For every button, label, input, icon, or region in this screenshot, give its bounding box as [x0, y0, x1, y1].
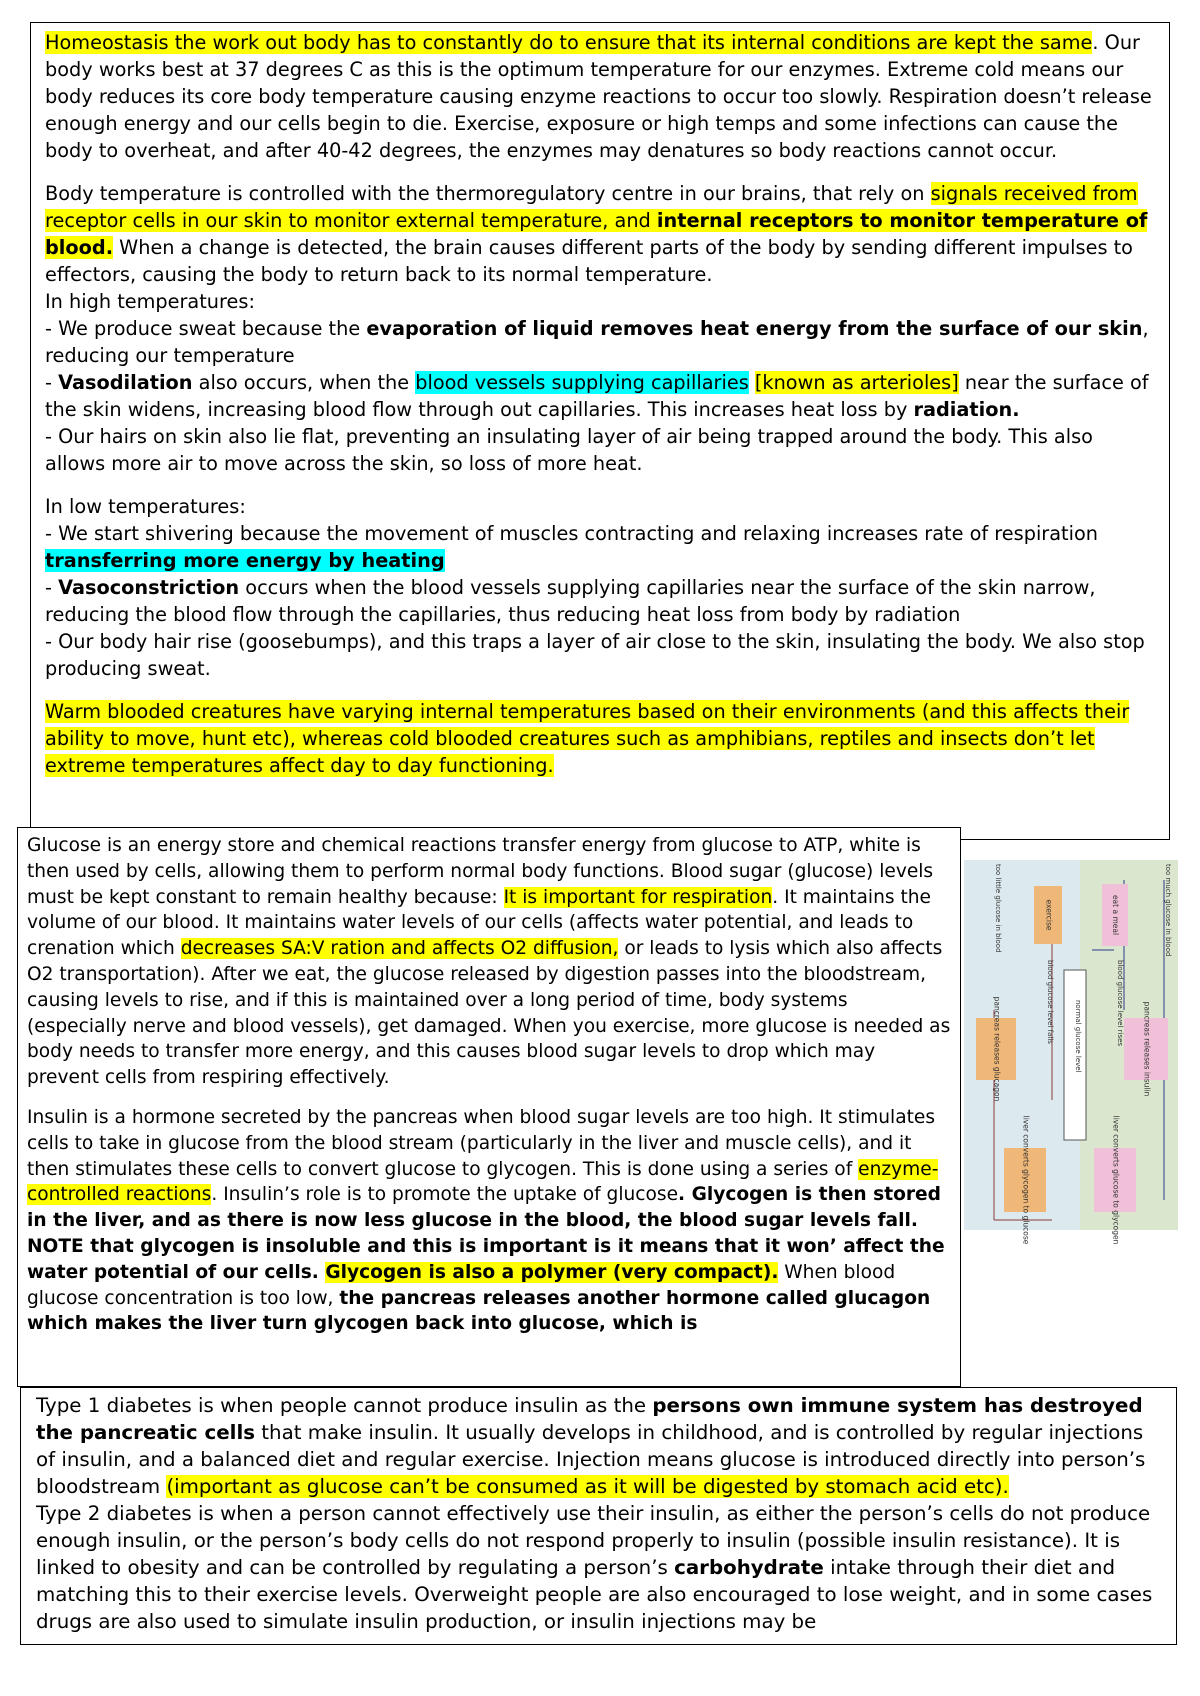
paragraph	[45, 315, 1157, 369]
text-run: In low temperatures:	[45, 495, 246, 518]
paragraph	[36, 1392, 1166, 1500]
glucose-regulation-diagram	[964, 860, 1178, 1245]
text-run: -	[45, 371, 59, 394]
text-run: near the surface of the skin widens, increasing blood flow through out capillaries. This increases heat loss by	[45, 371, 1149, 421]
normal-label: normal glucose level	[1074, 1000, 1082, 1073]
diabetes-text-box	[20, 1387, 1177, 1645]
text-run: enzyme-controlled reactions	[27, 1158, 939, 1206]
pancreas-insulin-box: pancreas releases insulin	[1124, 1018, 1168, 1080]
text-run: - We produce sweat because the	[45, 317, 367, 340]
text-run: In high temperatures:	[45, 290, 255, 313]
text-run: Vasodilation	[58, 371, 193, 394]
text-run: signals received from receptor cells in our skin to monitor external temperature, and	[45, 182, 1138, 232]
text-run: (important as glucose can’t be consumed as it will be digested by stomach acid etc).	[166, 1475, 1009, 1498]
text-run: or leads to lysis which also affects O2 transportation). After we eat, the glucose released by digestion passes into the bloodstream, causing levels to rise, and if this is maintained over a long period of time, body systems (especially nerve and blood vessels), get damaged. When you exercise, more glucose is needed as body needs to transfer more energy, and this causes blood sugar levels to drop which may prevent cells from respiring effectively.	[27, 938, 951, 1089]
text-run: . Insulin’s role is to promote the uptake of glucose	[211, 1184, 679, 1206]
paragraph	[45, 180, 1157, 288]
text-run: [known as arterioles]	[754, 371, 959, 394]
text-run: . It maintains the volume of our blood. It maintains water levels of our cells (affects water potential, and leads to crenation which	[27, 886, 931, 960]
text-run: carbohydrate	[674, 1556, 824, 1579]
paragraph	[45, 628, 1157, 682]
homeostasis-text-box	[30, 22, 1170, 840]
text-run: occurs when the blood vessels supplying capillaries near the surface of the skin narrow, reducing the blood flow through the capillaries, thus reducing heat loss from body by radiation	[45, 576, 1096, 626]
paragraph	[45, 574, 1157, 628]
text-run: -	[45, 576, 59, 599]
pancreas-glucagon-box: pancreas releases glucagon	[976, 1018, 1016, 1080]
text-run: that make insulin. It usually develops in childhood, and is controlled by regular injections of insulin, and a balanced diet and regular exercise. Injection means glucose is introduced directly into person’s bloodstream	[36, 1421, 1146, 1498]
text-run: the pancreas releases another hormone called glucagon which makes the liver turn glycogen back into glucose, which is	[27, 1287, 931, 1335]
text-run: , reducing our temperature	[45, 317, 1149, 367]
text-run: . Glycogen is then stored in the liver, and as there is now less glucose in the blood, the blood sugar levels fall. NOTE that glycogen is insoluble and this is important is it means that it won’ affect the water potential of our cells.	[27, 1184, 945, 1283]
text-run: - Our body hair rise (goosebumps), and this traps a layer of air close to the skin, insulating the body. We also stop producing sweat.	[45, 630, 1145, 680]
liver-glucose-to-glycogen-box: liver converts glucose to glycogen	[1094, 1148, 1136, 1212]
text-run: also occurs, when the	[192, 371, 416, 394]
text-run: Glucose is an energy store and chemical reactions transfer energy from glucose to ATP, white is then used by cells, allowing them to perform normal body functions. Blood sugar (glucose) levels must be kept constant to remain healthy because:	[27, 835, 934, 908]
text-run: Homeostasis the work out body has to constantly do to ensure that its internal conditions are kept the same	[45, 31, 1093, 54]
rises-label: blood glucose level rises	[1116, 960, 1124, 1047]
text-run: . Our body works best at 37 degrees C as this is the optimum temperature for our enzymes. Extreme cold means our body reduces its core body temperature causing enzyme reactions to occur too slowly. Respiration doesn’t release enough energy and our cells begin to die. Exercise, exposure or high temps and some infections can cause the body to overheat, and after 40-42 degrees, the enzymes may denatures so body reactions cannot occur.	[45, 31, 1152, 162]
eat-meal-box: eat a meal	[1102, 884, 1128, 946]
text-run: Glycogen is also a polymer (very compact).	[325, 1261, 779, 1283]
text-run: blood vessels supplying capillaries	[415, 371, 749, 394]
text-run: evaporation of liquid removes heat energy from the surface of our skin	[366, 317, 1143, 340]
text-run: - Our hairs on skin also lie flat, preventing an insulating layer of air being trapped around the body. This also allows more air to move across the skin, so loss of more heat.	[45, 425, 1093, 475]
liver-glycogen-to-glucose-box: liver converts glycogen to glucose	[1004, 1148, 1046, 1212]
text-run: Warm blooded creatures have varying internal temperatures based on their environments (and this affects their ability to move, hunt etc), whereas cold blooded creatures such as amphibians, reptiles and insects don’t let extreme temperatures affect day to day functioning.	[45, 700, 1130, 777]
paragraph	[45, 698, 1157, 779]
paragraph	[27, 833, 952, 1091]
text-run: It is important for respiration	[503, 886, 773, 908]
text-run: transferring more energy by heating	[45, 549, 445, 572]
text-run: Body temperature is controlled with the thermoregulatory centre in our brains, that rely on	[45, 182, 931, 205]
paragraph	[45, 29, 1157, 164]
text-run: persons own immune system has destroyed the pancreatic cells	[36, 1394, 1143, 1444]
text-run: - We start shivering because the movement of muscles contracting and relaxing increases rate of respiration	[45, 522, 1098, 545]
text-run: Type 1 diabetes is when people cannot produce insulin as the	[36, 1394, 653, 1417]
paragraph	[36, 1500, 1166, 1635]
text-run: Type 2 diabetes is when a person cannot effectively use their insulin, as either the person’s cells do not produce enough insulin, or the person’s body cells do not respond properly to insulin (possible insulin resistance). It is linked to obesity and can be controlled by regulating a person’s	[36, 1502, 1151, 1579]
falls-label: blood glucose level falls	[1046, 960, 1054, 1044]
left-label: too little glucose in blood	[994, 864, 1002, 953]
glucose-text-box	[17, 827, 961, 1387]
paragraph	[27, 1105, 952, 1337]
paragraph	[45, 423, 1157, 477]
text-run: internal receptors to monitor temperature of blood.	[45, 209, 1148, 259]
text-run: decreases SA:V ration and affects O2 diffusion,	[180, 938, 619, 960]
right-label: too much glucose in blood	[1164, 864, 1172, 957]
text-run: intake through their diet and matching this to their exercise levels. Overweight people are also encouraged to lose weight, and in some cases drugs are also used to simulate insulin production, or insulin injections may be	[36, 1556, 1153, 1633]
paragraph	[45, 493, 1157, 520]
paragraph	[45, 288, 1157, 315]
text-run: When blood glucose concentration is too low,	[27, 1261, 896, 1309]
text-run: Insulin is a hormone secreted by the pancreas when blood sugar levels are too high. It stimulates cells to take in glucose from the blood stream (particularly in the liver and muscle cells), and it then stimulates these cells to convert glucose to glycogen. This is done using a series of	[27, 1106, 936, 1180]
text-run: When a change is detected, the brain causes different parts of the body by sending different impulses to effectors, causing the body to return back to its normal temperature.	[45, 236, 1133, 286]
text-run: radiation.	[913, 398, 1020, 421]
exercise-box: exercise	[1034, 886, 1062, 944]
paragraph	[45, 369, 1157, 423]
paragraph	[45, 520, 1157, 574]
text-run	[749, 371, 755, 394]
text-run: Vasoconstriction	[58, 576, 240, 599]
